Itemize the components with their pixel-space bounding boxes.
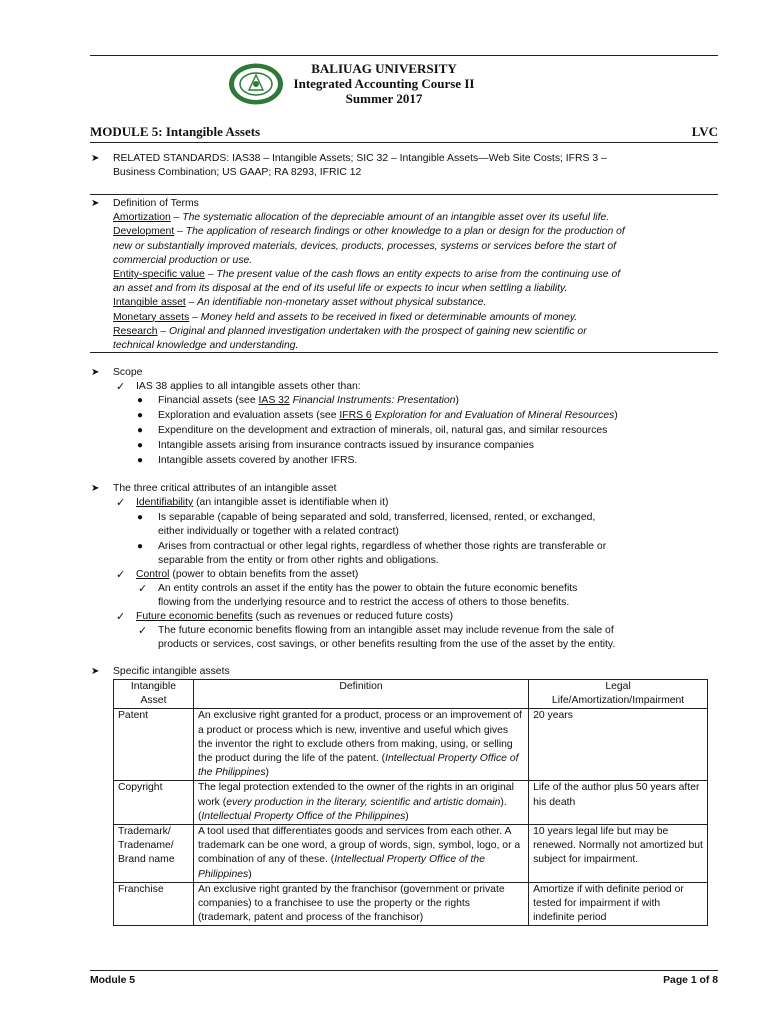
table-row xyxy=(114,882,708,926)
def-amortization: – The systematic allocation of the depreciable amount of an intangible asset over its useful life. xyxy=(170,212,610,224)
bullet-dot-icon: ● xyxy=(137,541,144,552)
checkmark-icon: ✓ xyxy=(138,625,148,637)
cell-legal-life: 10 years legal life but may be renewed. Normally not amortized but subject for impairment. xyxy=(529,825,708,883)
col-header-asset: Intangible Asset xyxy=(114,680,194,709)
def-development-2: new or substantially improved materials, devices, products, processes, systems or services before the start of xyxy=(113,240,616,252)
specific-heading: Specific intangible assets xyxy=(113,666,230,677)
scope-intro: IAS 38 applies to all intangible assets other than: xyxy=(136,381,361,392)
module-title: MODULE 5: Intangible Assets xyxy=(90,124,261,139)
attr-control-detail: An entity controls an asset if the entity has the power to obtain the future economic benefits flowing from the underlying resource and to restrict the access of others to those benefits. xyxy=(158,583,578,609)
def-development-1: – The application of research findings or other knowledge to a plan or design for the production of xyxy=(174,226,625,238)
col-header-legal-life: Legal Life/Amortization/Impairment xyxy=(529,680,708,709)
def-entity-1: – The present value of the cash flows an entity expects to arise from the continuing use of xyxy=(204,269,621,281)
document-header xyxy=(0,61,768,106)
table-row xyxy=(114,825,708,883)
bullet-dot-icon: ● xyxy=(137,425,144,436)
scope-item-minerals: Expenditure on the development and extraction of minerals, oil, natural gas, and similar resources xyxy=(158,425,608,436)
def-monetary: – Money held and assets to be received in fixed or determinable amounts of money. xyxy=(189,311,578,323)
col-header-definition: Definition xyxy=(193,680,528,709)
cell-asset-name: Copyright xyxy=(114,781,194,825)
cell-asset-name: Patent xyxy=(114,709,194,781)
table-header-row xyxy=(114,680,708,709)
term-intangible-asset: Intangible asset xyxy=(113,297,186,309)
checkmark-icon: ✓ xyxy=(138,583,148,595)
related-standards xyxy=(113,152,713,180)
bullet-dot-icon: ● xyxy=(137,395,144,406)
arrow-bullet-icon: ➤ xyxy=(91,367,100,378)
cell-definition: The legal protection extended to the owner of the rights in an original work (every production in the literary, scientific and artistic domain). (Intellectual Property Office of the Philippines) xyxy=(193,781,528,825)
checkmark-icon: ✓ xyxy=(116,611,126,623)
term: Summer 2017 xyxy=(345,91,423,106)
arrow-bullet-icon: ➤ xyxy=(91,153,100,164)
footer-module: Module 5 xyxy=(90,975,136,986)
attributes-heading: The three critical attributes of an intangible asset xyxy=(113,483,337,494)
cell-definition: A tool used that differentiates goods and services from each other. A trademark can be one word, a group of words, sign, symbol, logo, or a combination of any of these. (Intellectual Property Office of the Philippines) xyxy=(193,825,528,883)
related-label: RELATED STANDARDS: xyxy=(113,153,230,164)
attr-control: Control (power to obtain benefits from the asset) xyxy=(136,569,359,580)
scope-item-financial: Financial assets (see IAS 32 Financial Instruments: Presentation) xyxy=(158,395,459,406)
cell-definition: An exclusive right granted for a product, process or an improvement of a product or process which is new, inventive and useful which gives the inventor the right to exclude others from making, using, or selling the product during the life of the patent. (Intellectual Property Office of the Philippines) xyxy=(193,709,528,781)
course-name: Integrated Accounting Course II xyxy=(293,76,475,91)
definitions-block xyxy=(113,197,718,353)
definitions-top-rule xyxy=(90,194,718,195)
arrow-bullet-icon: ➤ xyxy=(91,198,100,209)
bullet-dot-icon: ● xyxy=(137,512,144,523)
university-name: BALIUAG UNIVERSITY xyxy=(311,61,457,76)
intangible-assets-table xyxy=(113,679,708,926)
bullet-dot-icon: ● xyxy=(137,440,144,451)
term-monetary-assets: Monetary assets xyxy=(113,311,190,323)
module-rule xyxy=(90,142,718,143)
definitions-bottom-rule xyxy=(90,352,718,353)
arrow-bullet-icon: ➤ xyxy=(91,666,100,677)
attr-identifiability: Identifiability (an intangible asset is identifiable when it) xyxy=(136,497,389,508)
related-line1: IAS38 – Intangible Assets; SIC 32 – Intangible Assets—Web Site Costs; IFRS 3 – xyxy=(229,153,607,164)
scope-heading: Scope xyxy=(113,367,143,378)
cell-asset-name: Franchise xyxy=(114,882,194,926)
arrow-bullet-icon: ➤ xyxy=(91,483,100,494)
related-line2: Business Combination; US GAAP; RA 8293, IFRIC 12 xyxy=(113,167,362,179)
scope-item-insurance: Intangible assets arising from insurance contracts issued by insurance companies xyxy=(158,440,534,451)
term-development: Development xyxy=(113,226,175,238)
checkmark-icon: ✓ xyxy=(116,497,126,509)
term-research: Research xyxy=(113,325,158,337)
def-intangible: – An identifiable non-monetary asset without physical substance. xyxy=(185,297,487,309)
attr-future-detail: The future economic benefits flowing from an intangible asset may include revenue from the sale of products or services, cost savings, or other benefits resulting from the use of the asset by the entity. xyxy=(158,625,616,651)
def-research-2: technical knowledge and understanding. xyxy=(113,340,299,352)
cell-legal-life: Amortize if with definite period or tested for impairment if with indefinite period xyxy=(529,882,708,926)
checkmark-icon: ✓ xyxy=(116,381,126,393)
checkmark-icon: ✓ xyxy=(116,569,126,581)
footer-page-number: Page 1 of 8 xyxy=(663,975,718,986)
def-entity-2: an asset and from its disposal at the end of its useful life or expects to incur when settling a liability. xyxy=(113,283,568,295)
footer-rule xyxy=(90,970,718,971)
module-tag: LVC xyxy=(691,124,718,139)
attr-separable: Is separable (capable of being separated and sold, transferred, licensed, rented, or exchanged, either individually or together with a related contract) xyxy=(158,512,596,538)
attr-legal-rights: Arises from contractual or other legal rights, regardless of whether those rights are transferable or separable from the entity or from other rights and obligations. xyxy=(158,541,607,567)
term-amortization: Amortization xyxy=(113,212,171,224)
attr-future-benefits: Future economic benefits (such as revenues or reduced future costs) xyxy=(136,611,454,622)
table-row xyxy=(114,709,708,781)
def-development-3: commercial production or use. xyxy=(113,254,253,266)
definitions-heading: Definition of Terms xyxy=(113,198,199,209)
cell-asset-name: Trademark/ Tradename/ Brand name xyxy=(114,825,194,883)
cell-legal-life: Life of the author plus 50 years after his death xyxy=(529,781,708,825)
def-research-1: – Original and planned investigation undertaken with the prospect of gaining new scientific or xyxy=(157,325,587,337)
bullet-dot-icon: ● xyxy=(137,455,144,466)
cell-legal-life: 20 years xyxy=(529,709,708,781)
table-row xyxy=(114,781,708,825)
term-entity-specific-value: Entity-specific value xyxy=(113,269,205,281)
bullet-dot-icon: ● xyxy=(137,410,144,421)
scope-item-other-ifrs: Intangible assets covered by another IFRS. xyxy=(158,455,358,466)
scope-item-exploration: Exploration and evaluation assets (see IFRS 6 Exploration for and Evaluation of Mineral Resources) xyxy=(158,410,618,421)
top-rule xyxy=(90,55,718,56)
cell-definition: An exclusive right granted by the franchisor (government or private companies) to a franchisee to use the property or the rights (trademark, patent and process of the franchisor) xyxy=(193,882,528,926)
